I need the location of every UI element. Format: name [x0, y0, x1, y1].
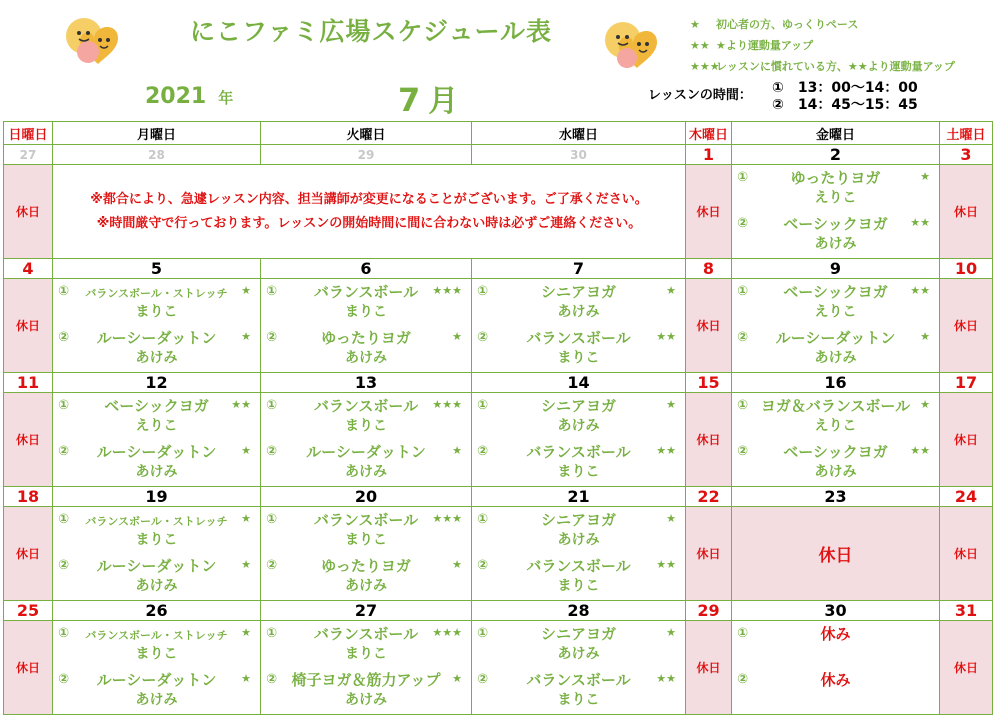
date-cell: 6 — [261, 259, 472, 279]
class-name: ベーシックヨガ — [104, 397, 209, 415]
difficulty-stars: ★★ — [910, 216, 930, 229]
date-cell: 26 — [53, 601, 261, 621]
class-name: ルーシーダットン — [96, 443, 217, 461]
lesson-row — [4, 507, 993, 601]
month-value: 7 — [398, 81, 421, 119]
difficulty-stars: ★ — [241, 330, 251, 343]
class-name: シニアヨガ — [540, 511, 616, 529]
date-cell: 7 — [472, 259, 686, 279]
closed-cell: 休日 — [940, 393, 993, 487]
lesson-slot — [472, 439, 685, 485]
difficulty-stars: ★ — [666, 626, 676, 639]
closed-cell: 休日 — [4, 165, 53, 259]
lesson-row — [4, 621, 993, 715]
instructor-name: えりこ — [135, 418, 178, 434]
slot-number: ② — [58, 444, 70, 459]
lesson-slot — [732, 211, 939, 257]
date-cell: 9 — [732, 259, 940, 279]
date-cell: 16 — [732, 373, 940, 393]
difficulty-stars: ★ — [241, 672, 251, 685]
month-unit: 月 — [428, 84, 459, 119]
class-name: ゆったりヨガ — [790, 169, 881, 187]
date-cell: 11 — [4, 373, 53, 393]
class-name: ベーシックヨガ — [783, 443, 888, 461]
closed-cell: 休日 — [686, 393, 732, 487]
legend-stars: ★ — [690, 18, 700, 31]
difficulty-stars: ★ — [241, 512, 251, 525]
slot-number: ② — [477, 672, 489, 687]
slot-number: ① — [266, 512, 278, 527]
class-name: ベーシックヨガ — [783, 215, 888, 233]
date-cell: 3 — [940, 145, 993, 165]
class-name: バランスボール — [526, 443, 631, 461]
weekday-header: 土曜日 — [940, 122, 993, 145]
closed-cell: 休日 — [940, 165, 993, 259]
lesson-cell-inner — [472, 393, 685, 486]
year-unit: 年 — [218, 89, 234, 107]
weekday-header: 日曜日 — [4, 122, 53, 145]
instructor-name: まりこ — [557, 464, 600, 480]
instructor-name: まりこ — [557, 692, 600, 708]
slot-number: ② — [58, 330, 70, 345]
lesson-cell — [472, 393, 686, 487]
slot-number: ① — [58, 512, 70, 527]
instructor-name: あけみ — [814, 464, 857, 480]
difficulty-stars: ★ — [920, 170, 930, 183]
class-name: バランスボール・ストレッチ — [85, 287, 228, 300]
instructor-name: まりこ — [557, 350, 600, 366]
date-cell: 2 — [732, 145, 940, 165]
lesson-cell — [732, 279, 940, 373]
lesson-slot — [472, 325, 685, 371]
slot-number: ② — [477, 558, 489, 573]
lesson-slot — [261, 279, 471, 325]
lesson-cell-inner — [472, 621, 685, 714]
date-cell: 24 — [940, 487, 993, 507]
slot-number: ① — [737, 284, 749, 299]
slot-number: ② — [266, 444, 278, 459]
class-name: バランスボール — [313, 283, 419, 301]
legend-text: ★より運動量アップ — [716, 39, 814, 52]
difficulty-stars: ★ — [666, 398, 676, 411]
closed-cell: 休日 — [4, 279, 53, 373]
lesson-cell-inner — [53, 393, 260, 486]
date-row — [4, 373, 993, 393]
closed-cell: 休日 — [732, 507, 940, 601]
slot-number: ② — [737, 330, 749, 345]
lesson-slot — [472, 507, 685, 553]
difficulty-stars: ★★ — [656, 558, 676, 571]
date-cell: 23 — [732, 487, 940, 507]
closed-cell: 休日 — [686, 507, 732, 601]
date-cell: 21 — [472, 487, 686, 507]
slot-number: ② — [58, 558, 70, 573]
lesson-cell — [472, 507, 686, 601]
date-row — [4, 259, 993, 279]
slot-number: ① — [737, 626, 749, 641]
difficulty-stars: ★ — [241, 444, 251, 457]
lesson-slot — [732, 439, 939, 485]
closed-cell: 休日 — [4, 507, 53, 601]
lesson-cell — [732, 393, 940, 487]
difficulty-stars: ★ — [241, 626, 251, 639]
lesson-cell-inner — [261, 621, 471, 714]
lesson-slot — [732, 325, 939, 371]
class-name: ベーシックヨガ — [783, 283, 888, 301]
date-cell: 25 — [4, 601, 53, 621]
date-cell: 27 — [261, 601, 472, 621]
class-name: ゆったりヨガ — [321, 329, 411, 347]
difficulty-stars: ★★ — [656, 672, 676, 685]
lesson-slot — [53, 621, 260, 667]
lesson-cell-inner — [53, 621, 260, 714]
date-cell: 29 — [686, 601, 732, 621]
date-cell: 30 — [732, 601, 940, 621]
lesson-slot — [261, 439, 471, 485]
difficulty-stars: ★ — [241, 284, 251, 297]
date-cell: 28 — [472, 601, 686, 621]
lesson-cell-inner — [472, 279, 685, 372]
lesson-slot — [53, 439, 260, 485]
instructor-name: えりこ — [814, 304, 857, 320]
difficulty-stars: ★ — [452, 330, 462, 343]
date-cell: 13 — [261, 373, 472, 393]
lesson-cell — [261, 393, 472, 487]
instructor-name: あけみ — [557, 304, 600, 320]
lesson-slot — [53, 393, 260, 439]
lesson-slot — [261, 393, 471, 439]
lesson-cell-inner — [732, 165, 939, 258]
difficulty-stars: ★ — [920, 398, 930, 411]
lesson-cell-inner — [732, 621, 939, 714]
lesson-cell-inner — [53, 507, 260, 600]
slot-number: ① — [477, 284, 489, 299]
lesson-cell — [53, 621, 261, 715]
lesson-cell — [732, 165, 940, 259]
closed-cell: 休日 — [940, 621, 993, 715]
lesson-slot — [472, 393, 685, 439]
weekday-header-row — [4, 122, 993, 145]
date-cell: 4 — [4, 259, 53, 279]
lesson-cell — [261, 621, 472, 715]
instructor-name: あけみ — [345, 464, 387, 480]
lesson-cell-inner — [732, 279, 939, 372]
mascot-right-icon — [596, 14, 664, 72]
instructor-name: あけみ — [135, 578, 178, 594]
legend-stars: ★★ — [690, 39, 710, 52]
instructor-name: あけみ — [135, 692, 178, 708]
lesson-slot — [261, 553, 471, 599]
closed-cell: 休日 — [4, 393, 53, 487]
date-row — [4, 601, 993, 621]
difficulty-stars: ★ — [452, 558, 462, 571]
lesson-cell — [53, 279, 261, 373]
difficulty-stars: ★ — [452, 672, 462, 685]
instructor-name: えりこ — [814, 418, 857, 434]
page-title: にこファミ広場スケジュール表 — [190, 17, 553, 46]
class-name: シニアヨガ — [540, 283, 616, 301]
instructor-name: あけみ — [814, 236, 857, 252]
slot-number: ① — [58, 284, 70, 299]
legend-stars: ★★★ — [690, 60, 720, 73]
lesson-slot — [53, 553, 260, 599]
instructor-name: あけみ — [135, 350, 178, 366]
lesson-row — [4, 279, 993, 373]
date-cell: 28 — [53, 145, 261, 165]
slot-number: ① — [477, 398, 489, 413]
lesson-cell-inner — [732, 393, 939, 486]
class-name: ルーシーダットン — [306, 443, 426, 461]
class-name: バランスボール・ストレッチ — [85, 515, 228, 528]
lesson-slot — [732, 667, 939, 713]
closed-cell: 休日 — [940, 279, 993, 373]
slot-number: ② — [737, 672, 749, 687]
date-row — [4, 487, 993, 507]
schedule-calendar — [3, 121, 993, 715]
lesson-slot — [732, 393, 939, 439]
closed-cell: 休日 — [4, 621, 53, 715]
instructor-name: まりこ — [557, 578, 600, 594]
instructor-name: あけみ — [345, 350, 387, 366]
weekday-header: 木曜日 — [686, 122, 732, 145]
notice-line: ※都合により、急遽レッスン内容、担当講師が変更になることがございます。ご了承ください。 — [90, 191, 648, 207]
slot-number: ② — [737, 216, 749, 231]
instructor-name: あけみ — [814, 350, 857, 366]
instructor-name: あけみ — [557, 646, 600, 662]
slot-number: ① — [58, 398, 70, 413]
slot-number: ① — [477, 512, 489, 527]
closed-cell: 休日 — [686, 165, 732, 259]
slot-number: ① — [737, 170, 749, 185]
difficulty-stars: ★★★ — [432, 398, 462, 411]
instructor-name: まりこ — [135, 646, 178, 662]
date-cell: 31 — [940, 601, 993, 621]
difficulty-stars: ★★★ — [432, 512, 462, 525]
slot-number: ② — [477, 330, 489, 345]
difficulty-stars: ★★★ — [432, 626, 462, 639]
class-name: バランスボール・ストレッチ — [85, 629, 228, 642]
date-cell: 14 — [472, 373, 686, 393]
legend-text: レッスンに慣れている方、★★より運動量アップ — [716, 60, 955, 73]
instructor-name: あけみ — [557, 418, 600, 434]
slot-number: ② — [737, 444, 749, 459]
lesson-slot — [732, 621, 939, 667]
slot-number: ① — [266, 284, 278, 299]
lesson-slot — [53, 667, 260, 713]
weekday-header: 火曜日 — [261, 122, 472, 145]
lesson-cell-inner — [261, 507, 471, 600]
difficulty-stars: ★ — [666, 284, 676, 297]
lesson-time-2: ② 14：45〜15：45 — [772, 97, 918, 113]
date-cell: 19 — [53, 487, 261, 507]
weekday-header: 金曜日 — [732, 122, 940, 145]
class-name: バランスボール — [313, 511, 419, 529]
lesson-slot — [472, 667, 685, 713]
weekday-header: 月曜日 — [53, 122, 261, 145]
closed-cell: 休日 — [940, 507, 993, 601]
lesson-cell — [261, 279, 472, 373]
lesson-cell-inner — [261, 279, 471, 372]
difficulty-stars: ★★ — [910, 444, 930, 457]
lesson-cell — [472, 279, 686, 373]
weekday-header: 水曜日 — [472, 122, 686, 145]
difficulty-stars: ★ — [666, 512, 676, 525]
lesson-slot — [53, 325, 260, 371]
date-cell: 8 — [686, 259, 732, 279]
difficulty-stars: ★ — [452, 444, 462, 457]
instructor-name: あけみ — [135, 464, 178, 480]
difficulty-stars: ★★ — [656, 444, 676, 457]
slot-number: ② — [477, 444, 489, 459]
lesson-cell-inner — [261, 393, 471, 486]
instructor-name: まりこ — [345, 532, 387, 548]
lesson-slot — [732, 279, 939, 325]
lesson-slot — [53, 279, 260, 325]
lesson-slot — [472, 621, 685, 667]
notice-cell — [53, 165, 686, 259]
star-legend — [690, 14, 955, 77]
year-label — [145, 84, 233, 109]
date-cell: 30 — [472, 145, 686, 165]
slot-number: ② — [266, 330, 278, 345]
lesson-time-label: レッスンの時間： — [648, 88, 752, 103]
lesson-cell-inner — [472, 507, 685, 600]
lesson-cell — [261, 507, 472, 601]
class-name: バランスボール — [313, 625, 419, 643]
difficulty-stars: ★ — [241, 558, 251, 571]
slot-number: ① — [737, 398, 749, 413]
date-cell: 17 — [940, 373, 993, 393]
class-name: ルーシーダットン — [96, 557, 217, 575]
class-name: ゆったりヨガ — [321, 557, 411, 575]
date-cell: 15 — [686, 373, 732, 393]
date-cell: 22 — [686, 487, 732, 507]
legend-row — [690, 14, 955, 35]
lesson-slot — [472, 279, 685, 325]
class-name: バランスボール — [313, 397, 419, 415]
class-name: バランスボール — [526, 671, 631, 689]
instructor-name: えりこ — [814, 190, 857, 206]
instructor-name: あけみ — [557, 532, 600, 548]
closed-cell: 休日 — [686, 621, 732, 715]
lesson-slot — [261, 325, 471, 371]
instructor-name: あけみ — [345, 578, 387, 594]
class-name: バランスボール — [526, 329, 631, 347]
lesson-slot — [261, 621, 471, 667]
lesson-cell — [53, 393, 261, 487]
notice-line: ※時間厳守で行っております。レッスンの開始時間に間に合わない時は必ずご連絡ください。 — [96, 215, 642, 231]
date-row — [4, 145, 993, 165]
class-name: ルーシーダットン — [775, 329, 896, 347]
year-value: 2021 — [145, 84, 207, 109]
date-cell: 27 — [4, 145, 53, 165]
closed-cell: 休日 — [686, 279, 732, 373]
instructor-name: まりこ — [345, 304, 387, 320]
legend-row — [690, 56, 955, 77]
lesson-slot — [732, 165, 939, 211]
lesson-row — [4, 393, 993, 487]
difficulty-stars: ★★ — [656, 330, 676, 343]
difficulty-stars: ★★★ — [432, 284, 462, 297]
lesson-slot — [53, 507, 260, 553]
class-name: シニアヨガ — [540, 397, 616, 415]
slot-number: ① — [58, 626, 70, 641]
class-name: ルーシーダットン — [96, 329, 217, 347]
date-cell: 29 — [261, 145, 472, 165]
difficulty-stars: ★★ — [231, 398, 251, 411]
instructor-name: まりこ — [345, 646, 387, 662]
class-name: 椅子ヨガ＆筋力アップ — [291, 671, 441, 689]
instructor-name: まりこ — [135, 532, 178, 548]
lesson-cell — [53, 507, 261, 601]
lesson-cell-inner — [53, 279, 260, 372]
difficulty-stars: ★ — [920, 330, 930, 343]
class-name: 休み — [820, 625, 851, 643]
slot-number: ② — [266, 672, 278, 687]
slot-number: ① — [266, 398, 278, 413]
date-cell: 12 — [53, 373, 261, 393]
class-name: ヨガ＆バランスボール — [760, 397, 911, 415]
lesson-slot — [261, 507, 471, 553]
class-name: バランスボール — [526, 557, 631, 575]
slot-number: ② — [58, 672, 70, 687]
month-label — [398, 76, 458, 120]
slot-number: ② — [266, 558, 278, 573]
class-name: 休み — [820, 671, 851, 689]
slot-number: ① — [266, 626, 278, 641]
instructor-name: あけみ — [345, 692, 387, 708]
class-name: シニアヨガ — [540, 625, 616, 643]
difficulty-stars: ★★ — [910, 284, 930, 297]
legend-row — [690, 35, 955, 56]
date-cell: 1 — [686, 145, 732, 165]
date-cell: 20 — [261, 487, 472, 507]
instructor-name: まりこ — [135, 304, 178, 320]
class-name: ルーシーダットン — [96, 671, 217, 689]
lesson-cell — [732, 621, 940, 715]
slot-number: ① — [477, 626, 489, 641]
lesson-slot — [261, 667, 471, 713]
legend-text: 初心者の方、ゆっくりペース — [716, 18, 859, 31]
mascot-left-icon — [58, 10, 124, 68]
lesson-time-1: ① 13：00〜14：00 — [772, 80, 918, 96]
date-cell: 10 — [940, 259, 993, 279]
lesson-row — [4, 165, 993, 259]
lesson-slot — [472, 553, 685, 599]
lesson-times — [772, 80, 918, 114]
lesson-cell — [472, 621, 686, 715]
date-cell: 18 — [4, 487, 53, 507]
instructor-name: まりこ — [345, 418, 387, 434]
date-cell: 5 — [53, 259, 261, 279]
